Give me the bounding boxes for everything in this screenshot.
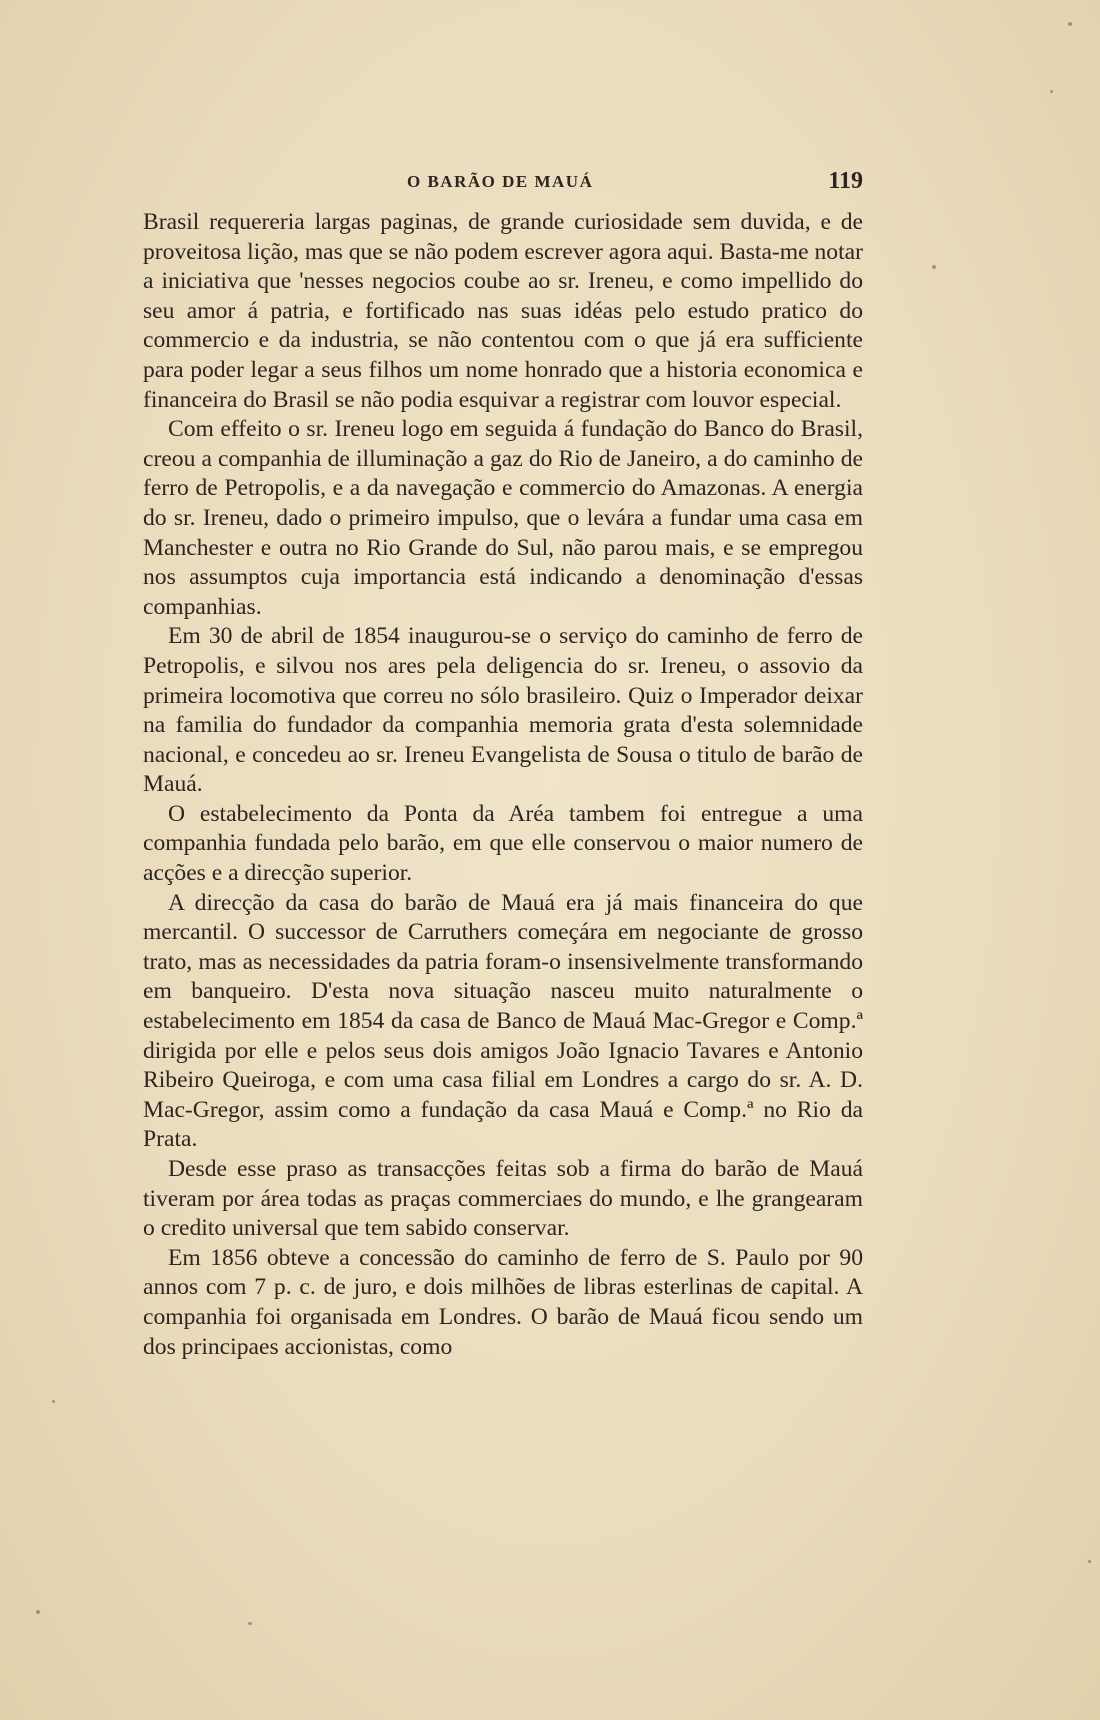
paper-speck bbox=[1050, 90, 1053, 93]
paragraph: O estabelecimento da Ponta da Aréa tambem foi entregue a uma companhia fundada pelo barão, em que elle conservou o maior numero de acções e a direcção superior. bbox=[143, 800, 863, 887]
paper-speck bbox=[36, 1610, 40, 1614]
paragraph: A direcção da casa do barão de Mauá era já mais financeira do que mercantil. O successor de Carruthers começára em negociante de grosso trato, mas as necessidades da patria foram-o insensivelmente transformando em banqueiro. D'esta nova situação nasceu muito naturalmente o estabelecimento em 1854 da casa de Banco de Mauá Mac-Gregor e Comp.ª dirigida por elle e pelos seus dois amigos João Ignacio Tavares e Antonio Ribeiro Queiroga, e com uma casa filial em Londres a cargo do sr. A. D. Mac-Gregor, assim como a fundação da casa Mauá e Comp.ª no Rio da Prata. bbox=[143, 889, 863, 1153]
paragraph: Com effeito o sr. Ireneu logo em seguida á fundação do Banco do Brasil, creou a companhia de illuminação a gaz do Rio de Janeiro, a do caminho de ferro de Petropolis, e a da navegação e commercio do Amazonas. A energia do sr. Ireneu, dado o primeiro impulso, que o levára a fundar uma casa em Manchester e outra no Rio Grande do Sul, não parou mais, e se empregou nos assumptos cuja importancia está indicando a denominação d'essas companhias. bbox=[143, 416, 863, 620]
paragraph: Brasil requereria largas paginas, de grande curiosidade sem duvida, e de proveitosa lição, mas que se não podem escrever agora aqui. Basta-me notar a iniciativa que 'nesses negocios coube ao sr. Ireneu, e como impellido do seu amor á patria, e fortificado nas suas idéas pelo estudo pratico do commercio e da industria, se não contentou com o que já era sufficiente para poder legar a seus filhos um nome honrado que a historia economica e financeira do Brasil se não podia esquivar a registrar com louvor especial. bbox=[143, 209, 863, 413]
page-number: 119 bbox=[828, 168, 863, 194]
body-text bbox=[143, 208, 863, 1362]
paragraph: Em 30 de abril de 1854 inaugurou-se o serviço do caminho de ferro de Petropolis, e silvou nos ares pela deligencia do sr. Ireneu, o assovio da primeira locomotiva que correu no sólo brasileiro. Quiz o Imperador deixar na familia do fundador da companhia memoria grata d'esta solemnidade nacional, e concedeu ao sr. Ireneu Evangelista de Sousa o titulo de barão de Mauá. bbox=[143, 623, 863, 798]
paper-speck bbox=[52, 1400, 55, 1403]
paragraph: Desde esse praso as transacções feitas sob a firma do barão de Mauá tiveram por área todas as praças commerciaes do mundo, e lhe grangearam o credito universal que tem sabido conservar. bbox=[143, 1156, 863, 1242]
paragraph: Em 1856 obteve a concessão do caminho de ferro de S. Paulo por 90 annos com 7 p. c. de juro, e dois milhões de libras esterlinas de capital. A companhia foi organisada em Londres. O barão de Mauá ficou sendo um dos principaes accionistas, como bbox=[143, 1244, 863, 1360]
running-title: O BARÃO DE MAUÁ bbox=[407, 172, 594, 191]
paper-speck bbox=[1068, 22, 1072, 26]
paper-speck bbox=[932, 265, 936, 269]
paper-speck bbox=[248, 1622, 252, 1625]
paper-speck bbox=[1088, 1560, 1091, 1563]
page-header bbox=[143, 168, 863, 198]
